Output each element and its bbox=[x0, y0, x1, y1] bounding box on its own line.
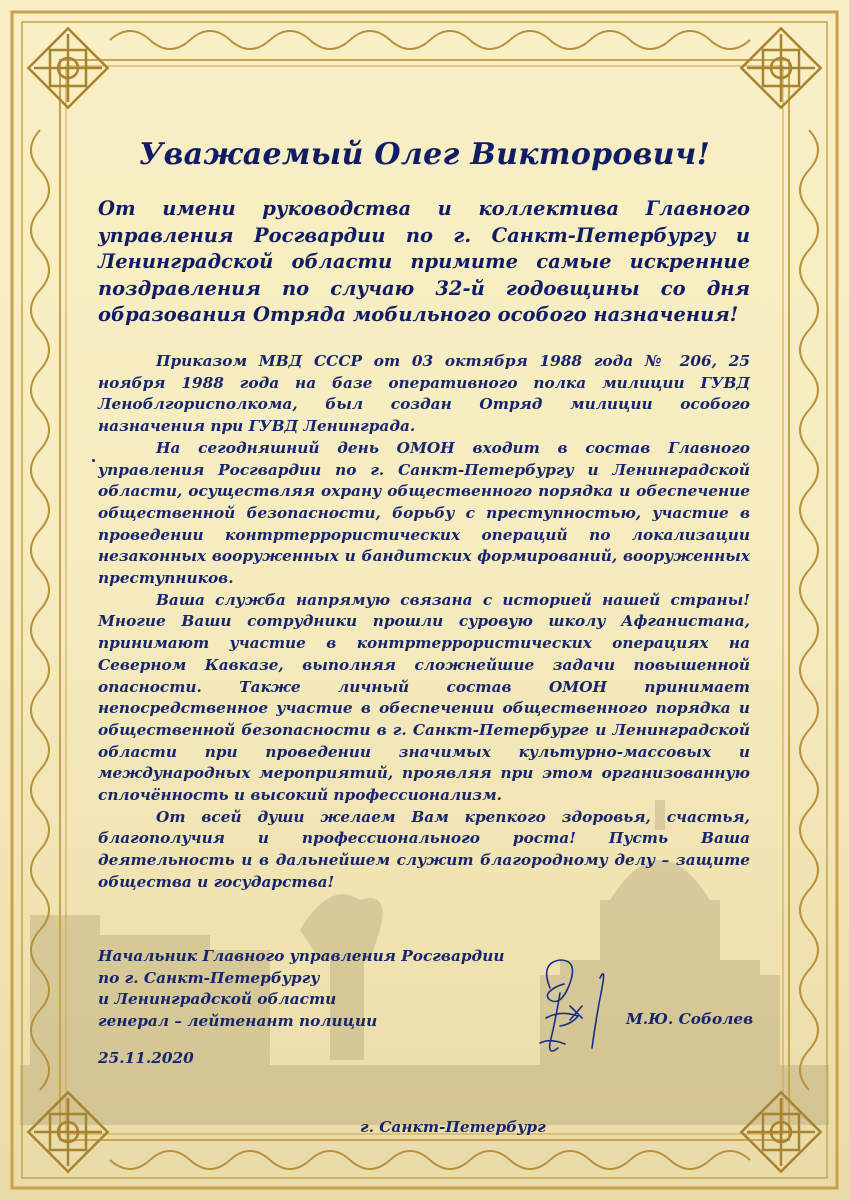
letter-intro: От имени руководства и коллектива Главного управления Росгвардии по г. Санкт-Петербургу и Ленинградской области примите самые искренние поздравления по случаю 32-й годовщины со дня образования Отряда мобильного особого назначения! bbox=[98, 197, 750, 327]
signatory-line: генерал – лейтенант полиции bbox=[98, 1012, 378, 1031]
signatory-line: и Ленинградской области bbox=[98, 990, 337, 1009]
signatory-line: Начальник Главного управления Росгвардии bbox=[98, 947, 505, 965]
letter-paragraph: От всей души желаем Вам крепкого здоровья, счастья, благополучия и профессионального роста! Пусть Ваша деятельность и в дальнейшем служит благородному делу – защите общества и государства! bbox=[98, 807, 750, 891]
letter-city: г. Санкт-Петербург bbox=[360, 1118, 546, 1136]
letter-greeting: Уважаемый Олег Викторович! bbox=[138, 137, 711, 172]
letter-paragraph: Ваша служба напрямую связана с историей нашей страны! Многие Ваши сотрудники прошли суровую школу Афганистана, принимают участие в контртеррористических операциях на Северном Кавказе, выполняя сложнейшие задачи повышенной опасности. Также личный состав ОМОН принимает непосредственное участие в обеспечении общественного порядка и общественной безопасности в г. Санкт-Петербурге и Ленинградской области при проведении значимых культурно-массовых и международных мероприятий, проявляя при этом организованную сплочённость и высокий профессионализм. bbox=[98, 590, 750, 805]
letter-date: 25.11.2020 bbox=[98, 1049, 194, 1067]
letter-paragraph: На сегодняшний день ОМОН входит в состав Главного управления Росгвардии по г. Санкт-Петербургу и Ленинградской области, осуществляя охрану общественного порядка и обеспечение общественной безопасности, борьбу с преступностью, участие в проведении контртеррористических операций по локализации незаконных вооруженных и бандитских формирований, вооруженных преступников. bbox=[98, 438, 750, 588]
ink-speck bbox=[92, 459, 95, 462]
signatory-name: М.Ю. Соболев bbox=[626, 1010, 754, 1028]
signatory-title-block bbox=[98, 946, 504, 1033]
signatory-line: по г. Санкт-Петербургу bbox=[98, 968, 320, 987]
letter-body bbox=[98, 351, 750, 894]
handwritten-signature bbox=[520, 948, 630, 1068]
letter-paragraph: Приказом МВД СССР от 03 октября 1988 года № 206, 25 ноября 1988 года на базе оперативного полка милиции ГУВД Леноблгорисполкома, был создан Отряд милиции особого назначения при ГУВД Ленинграда. bbox=[98, 352, 750, 436]
